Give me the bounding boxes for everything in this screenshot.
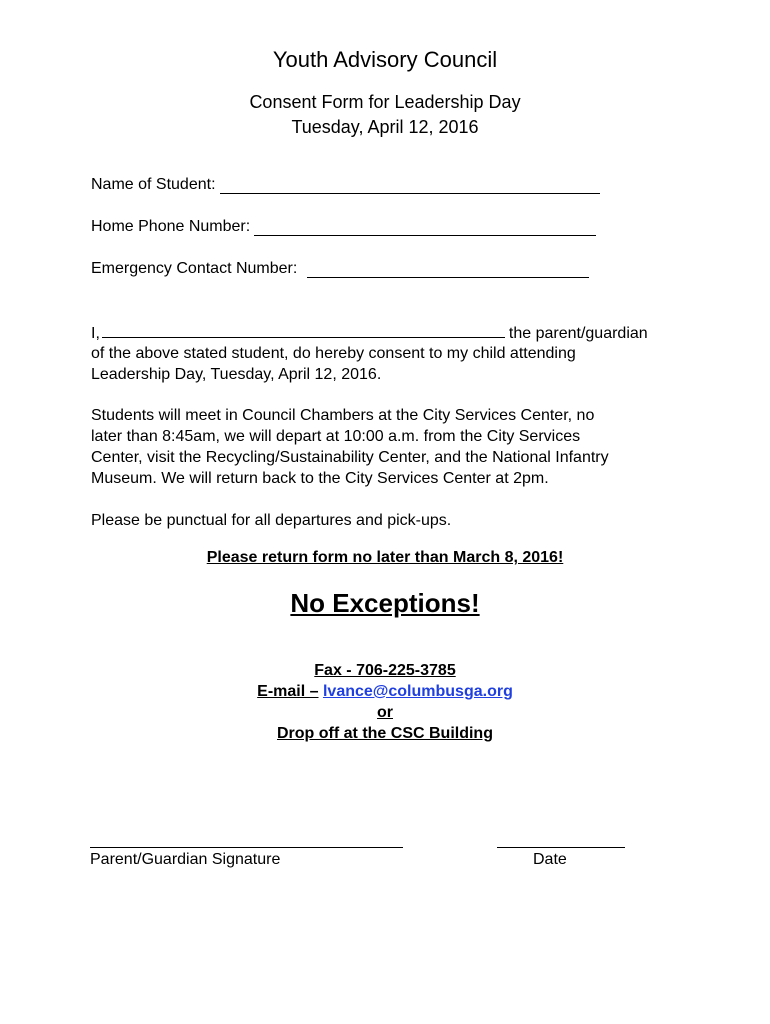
- consent-paragraph: [91, 322, 681, 385]
- or-separator: or: [377, 704, 393, 721]
- details-line-2: later than 8:45am, we will depart at 10:00 a.m. from the City Services: [91, 428, 581, 445]
- details-line-1: Students will meet in Council Chambers at the City Services Center, no: [91, 407, 595, 424]
- consent-prefix: I,: [91, 325, 100, 342]
- form-title: Youth Advisory Council: [272, 47, 498, 72]
- consent-suffix: the parent/guardian: [508, 325, 648, 342]
- emergency-contact-label: Emergency Contact Number:: [91, 260, 298, 277]
- email-link[interactable]: lvance@columbusga.org: [322, 683, 513, 700]
- dropoff-instruction: Drop off at the CSC Building: [277, 725, 493, 742]
- date-line[interactable]: [497, 847, 625, 848]
- consent-line-3: Leadership Day, Tuesday, April 12, 2016.: [91, 366, 382, 383]
- student-name-blank[interactable]: [220, 177, 600, 194]
- emergency-contact-field: [91, 260, 589, 278]
- home-phone-blank[interactable]: [254, 219, 596, 236]
- date-label: Date: [533, 851, 567, 868]
- student-name-field: [91, 176, 600, 194]
- signature-label: Parent/Guardian Signature: [90, 851, 281, 868]
- emergency-contact-blank[interactable]: [307, 261, 589, 278]
- details-paragraph: [91, 405, 681, 489]
- home-phone-field: [91, 218, 596, 236]
- event-date: Tuesday, April 12, 2016: [291, 117, 479, 137]
- consent-line-2: of the above stated student, do hereby consent to my child attending: [91, 345, 576, 362]
- email-line: [0, 683, 770, 701]
- form-subtitle: Consent Form for Leadership Day: [249, 92, 521, 112]
- no-exceptions-heading: No Exceptions!: [290, 588, 480, 618]
- student-name-label: Name of Student:: [91, 176, 216, 193]
- details-line-3: Center, visit the Recycling/Sustainability Center, and the National Infantry: [91, 449, 609, 466]
- punctual-note: [91, 510, 681, 531]
- punctual-note-text: Please be punctual for all departures and pick-ups.: [91, 512, 452, 529]
- parent-name-blank[interactable]: [102, 322, 505, 338]
- signature-line[interactable]: [90, 847, 403, 848]
- details-line-4: Museum. We will return back to the City Services Center at 2pm.: [91, 470, 549, 487]
- fax-number: Fax - 706-225-3785: [314, 662, 456, 679]
- return-deadline: Please return form no later than March 8, 2016!: [206, 549, 564, 566]
- home-phone-label: Home Phone Number:: [91, 218, 251, 235]
- email-label: E-mail –: [257, 683, 319, 700]
